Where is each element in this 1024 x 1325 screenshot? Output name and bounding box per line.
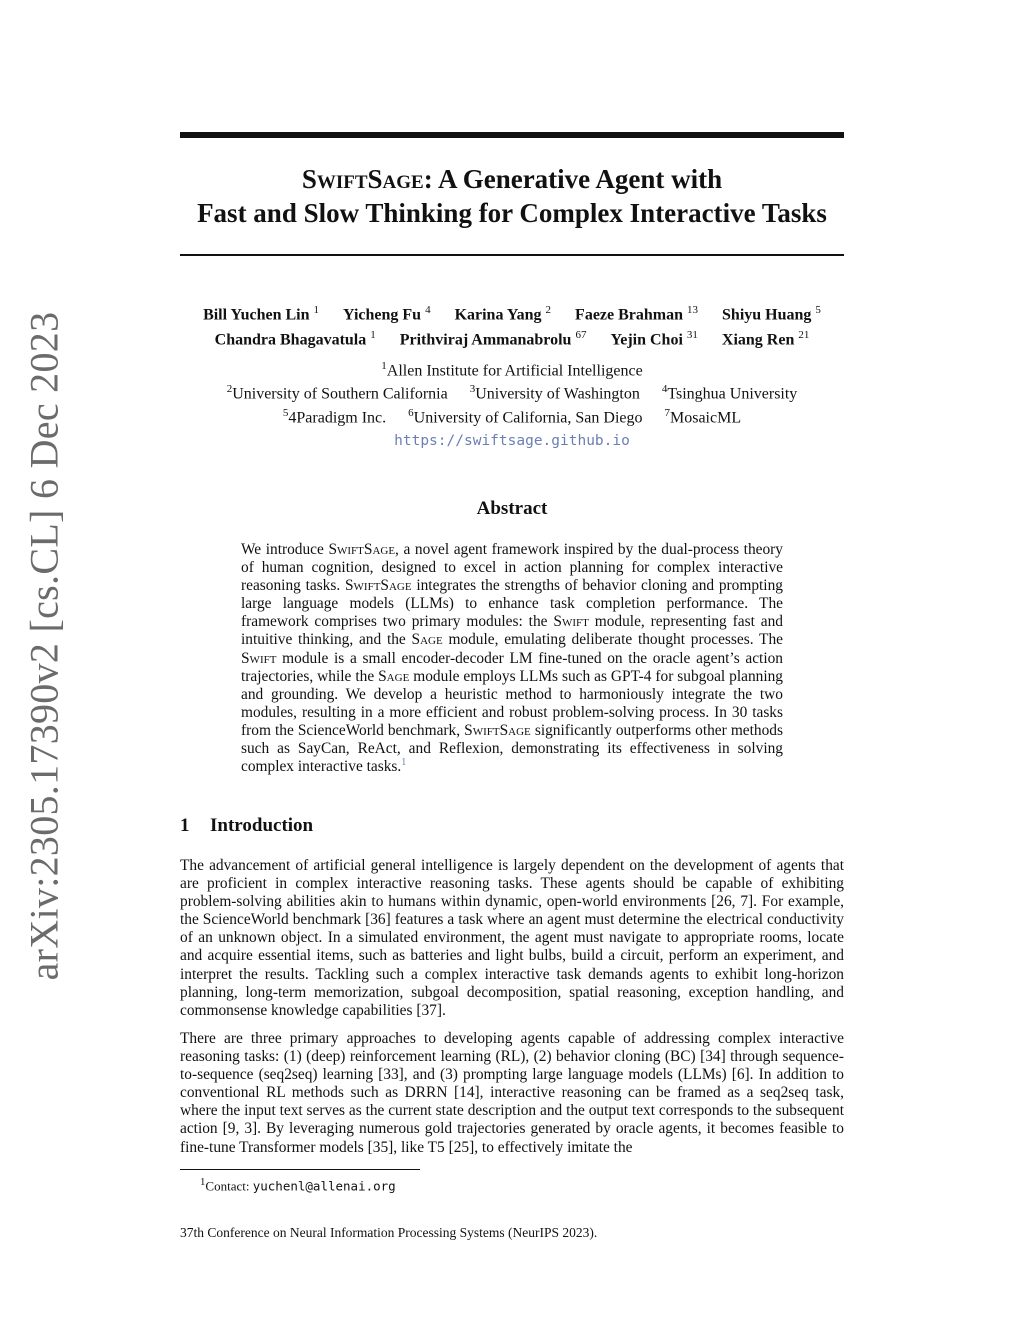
title-top-rule: [180, 132, 844, 138]
paper-title: [160, 162, 864, 230]
footnote-rule: [180, 1169, 420, 1170]
contact-email: yuchenl@allenai.org: [252, 1178, 396, 1194]
affiliation-row-2: [160, 380, 864, 403]
affiliation-row-1: [160, 357, 864, 380]
affiliation-row-3: [160, 404, 864, 427]
section-heading-introduction: [180, 815, 313, 837]
body-paragraph: The advancement of artificial general intelligence is largely dependent on the development of agents that are proficient in complex interactive reasoning tasks. These agents should be capable of exhibiting problem-solving abilities akin to humans within dynamic, open-world environments [26, 7]. For example, the ScienceWorld benchmark [36] features a task where an agent must determine the electrical conductivity of an unknown object. In a simulated environment, the agent must navigate to appropriate rooms, locate and acquire essential items, such as batteries and light bulbs, build a circuit, perform an experiment, and interpret the results. Tackling such a complex interactive task demands agents to exhibit long-horizon planning, long-term memorization, subgoal decomposition, spatial reasoning, exception handling, and commonsense knowledge capabilities [37].: [180, 857, 844, 1019]
body-paragraph: There are three primary approaches to developing agents capable of addressing complex interactive reasoning tasks: (1) (deep) reinforcement learning (RL), (2) behavior cloning (BC) [34] through sequence-to-sequence (seq2seq) learning [33], and (3) prompting large language models (LLMs) [6]. In addition to conventional RL methods such as DRRN [14], interactive reasoning can be framed as a seq2seq task, where the input text serves as the current state description and the output text corresponds to the subsequent action [9, 3]. By leveraging numerous gold trajectories generated by oracle agents, it becomes feasible to fine-tune Transformer models [35], like T5 [25], to effectively imitate the: [180, 1030, 844, 1156]
affiliation: $^7$MosaicML: [664, 406, 742, 426]
title-bottom-rule: [180, 254, 844, 256]
affiliation: $^2$University of Southern California: [226, 383, 448, 403]
author: Yejin Choi $^{31}$: [610, 329, 698, 349]
abstract-heading: Abstract: [476, 498, 548, 519]
conference-note: 37th Conference on Neural Information Processing Systems (NeurIPS 2023).: [180, 1225, 598, 1240]
section-title: Introduction: [210, 815, 314, 836]
author: Chandra Bhagavatula $^1$: [214, 329, 376, 349]
affiliation-list: [160, 357, 864, 427]
author: Bill Yuchen Lin $^1$: [203, 304, 319, 324]
arxiv-identifier: arXiv:2305.17390v2 [cs.CL] 6 Dec 2023: [21, 311, 67, 981]
footnote: [200, 1174, 396, 1194]
project-url-link[interactable]: https://swiftsage.github.io: [394, 433, 630, 449]
author-row-1: [160, 300, 864, 325]
author: Shiyu Huang $^5$: [722, 304, 821, 324]
affiliation: $^5$4Paradigm Inc.: [282, 406, 387, 426]
abstract-text: We introduce SwiftSage, a novel agent framework inspired by the dual-process theory of human cognition, designed to excel in action planning for complex interactive reasoning tasks. SwiftSage integrates the strengths of behavior cloning and prompting large language models (LLMs) to enhance task completion performance. The framework comprises two primary modules: the Swift module, representing fast and intuitive thinking, and the Sage module, emulating deliberate thought processes. The Swift module is a small encoder-decoder LM fine-tuned on the oracle agent’s action trajectories, while the Sage module employs LLMs such as GPT-4 for subgoal planning and grounding. We develop a heuristic method to harmoniously integrate the two modules, resulting in a more efficient and robust problem-solving process. In 30 tasks from the ScienceWorld benchmark, SwiftSage significantly outperforms other methods such as SayCan, ReAct, and Reflexion, demonstrating its effectiveness in solving complex interactive tasks.$^1$: [241, 541, 784, 776]
author: Yicheng Fu $^4$: [342, 304, 431, 324]
title-line-1: [160, 162, 864, 196]
title-system-name: SwiftSage: [301, 164, 424, 194]
author: Prithviraj Ammanabrolu $^{67}$: [399, 329, 587, 349]
author: Xiang Ren $^{21}$: [721, 329, 810, 349]
author: Faeze Brahman $^{13}$: [575, 304, 699, 324]
author-list: [160, 300, 864, 351]
affiliation: $^6$University of California, San Diego: [408, 406, 643, 426]
affiliation: $^1$Allen Institute for Artificial Intelligence: [381, 360, 643, 380]
author-row-2: [160, 325, 864, 350]
affiliation: $^3$University of Washington: [469, 383, 640, 403]
title-line-2: Fast and Slow Thinking for Complex Interactive Tasks: [197, 198, 827, 228]
footnote-link[interactable]: 1: [401, 757, 407, 768]
footnote-label: Contact:: [205, 1178, 253, 1194]
footnote-mark: 1: [200, 1176, 206, 1188]
section-number: 1: [180, 815, 190, 836]
author: Karina Yang $^2$: [454, 304, 552, 324]
title-line-1-rest: : A Generative Agent with: [423, 164, 723, 194]
affiliation: $^4$Tsinghua University: [661, 383, 798, 403]
